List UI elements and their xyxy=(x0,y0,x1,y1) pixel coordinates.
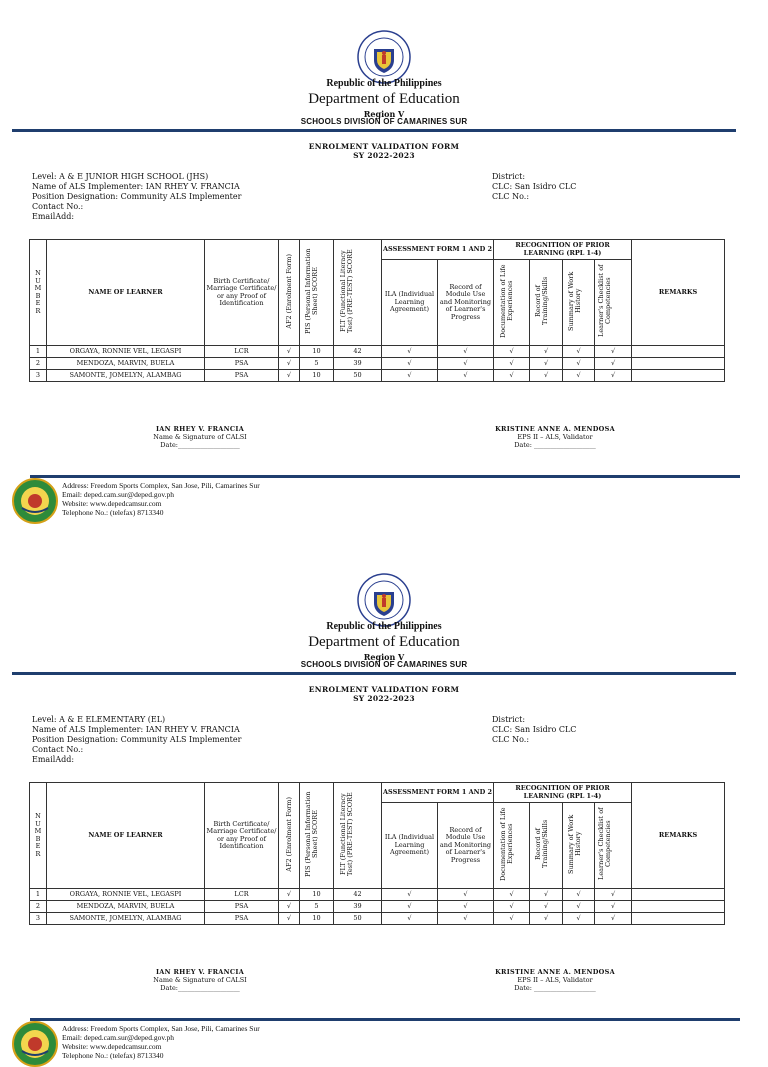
birth-cert-header: Birth Certificate/ Marriage Certificate/ or any Proof of Identification xyxy=(205,783,279,889)
validator-date: Date: ___________________ xyxy=(514,984,596,992)
footer-rule xyxy=(30,475,740,478)
cell-remarks xyxy=(632,358,725,370)
remarks-header: REMARKS xyxy=(632,240,725,346)
cell-rpl2: √ xyxy=(530,358,563,370)
clc-number-line: CLC No.: xyxy=(492,735,530,744)
flt-header xyxy=(334,240,382,346)
checklist-header-text: Learner's Checklist of Competencies xyxy=(597,264,613,338)
republic-line: Republic of the Philippines xyxy=(326,621,442,632)
name-header: NAME OF LEARNER xyxy=(47,783,205,889)
footer-telephone: Telephone No.: (telefax) 8713340 xyxy=(62,1051,164,1060)
pis-header-text: PIS (Personal Information Sheet) SCORE xyxy=(303,248,319,334)
cell-module: √ xyxy=(438,913,494,925)
cell-flt: 50 xyxy=(334,913,382,925)
cell-af2: √ xyxy=(279,358,300,370)
cell-flt: 50 xyxy=(334,370,382,382)
cell-pis: 10 xyxy=(300,370,334,382)
cell-af2: √ xyxy=(279,901,300,913)
region-line: Region V xyxy=(363,652,405,662)
cell-ila: √ xyxy=(382,901,438,913)
cell-name: MENDOZA, MARVIN, BUELA xyxy=(47,901,205,913)
learner-info-left xyxy=(32,172,241,222)
footer-rule xyxy=(30,1018,740,1021)
form-title-text: ENROLMENT VALIDATION FORM xyxy=(308,685,460,694)
cell-num: 1 xyxy=(30,346,47,358)
cell-ila: √ xyxy=(382,346,438,358)
cell-rpl2: √ xyxy=(530,901,563,913)
email-line: EmailAdd: xyxy=(32,212,75,221)
cell-rpl4: √ xyxy=(595,358,632,370)
footer-email[interactable]: Email: deped.cam.sur@deped.gov.ph xyxy=(62,490,175,499)
cell-ila: √ xyxy=(382,358,438,370)
cell-flt: 42 xyxy=(334,346,382,358)
header-rule xyxy=(12,129,736,132)
department-title: Department of Education xyxy=(308,634,460,650)
cell-doc: PSA xyxy=(205,901,279,913)
cell-module: √ xyxy=(438,370,494,382)
footer-contact xyxy=(62,481,260,517)
cell-rpl3: √ xyxy=(563,346,595,358)
training-header-text: Record of Training/Skills xyxy=(534,820,550,869)
cell-num: 3 xyxy=(30,370,47,382)
cell-rpl1: √ xyxy=(494,901,530,913)
school-year: SY 2022-2023 xyxy=(353,694,415,703)
cell-doc: PSA xyxy=(205,358,279,370)
cell-name: SAMONTE, JOMELYN, ALAMBAG xyxy=(47,370,205,382)
validator-signature xyxy=(480,425,630,449)
cell-doc: LCR xyxy=(205,889,279,901)
work-history-header xyxy=(563,260,595,346)
cell-rpl4: √ xyxy=(595,889,632,901)
table-row xyxy=(30,346,725,358)
af2-header-text: AF2 (Enrolment Form) xyxy=(284,253,293,329)
doc-life-header-text: Documentation of Life Experiences xyxy=(498,264,514,339)
work-history-header-text: Summary of Work History xyxy=(566,271,582,331)
cell-module: √ xyxy=(438,889,494,901)
validation-table xyxy=(29,782,725,925)
cell-rpl1: √ xyxy=(494,346,530,358)
position-line: Position Designation: Community ALS Implementer xyxy=(32,192,242,201)
division-line: SCHOOLS DIVISION OF CAMARINES SUR xyxy=(300,117,468,126)
cell-name: MENDOZA, MARVIN, BUELA xyxy=(47,358,205,370)
doc-life-header-text: Documentation of Life Experiences xyxy=(498,807,514,882)
cell-rpl1: √ xyxy=(494,370,530,382)
cell-rpl4: √ xyxy=(595,901,632,913)
school-year: SY 2022-2023 xyxy=(353,151,415,160)
training-header xyxy=(530,803,563,889)
footer-telephone: Telephone No.: (telefax) 8713340 xyxy=(62,508,164,517)
form-page xyxy=(0,543,768,1060)
checklist-header xyxy=(595,803,632,889)
doc-life-header xyxy=(494,803,530,889)
cell-rpl3: √ xyxy=(563,370,595,382)
footer-website[interactable]: Website: www.depedcamsur.com xyxy=(62,499,162,508)
cell-name: SAMONTE, JOMELYN, ALAMBAG xyxy=(47,913,205,925)
cell-af2: √ xyxy=(279,889,300,901)
implementer-signature xyxy=(130,968,270,992)
footer-contact xyxy=(62,1024,260,1060)
training-header xyxy=(530,260,563,346)
cell-remarks xyxy=(632,889,725,901)
clc-number-line: CLC No.: xyxy=(492,192,530,201)
republic-line: Republic of the Philippines xyxy=(326,78,442,89)
cell-doc: PSA xyxy=(205,913,279,925)
learner-info-left xyxy=(32,715,241,765)
cell-pis: 10 xyxy=(300,346,334,358)
division-line: SCHOOLS DIVISION OF CAMARINES SUR xyxy=(300,660,468,669)
implementer-date: Date:___________________ xyxy=(160,984,240,992)
cell-ila: √ xyxy=(382,889,438,901)
cell-pis: 5 xyxy=(300,358,334,370)
form-title xyxy=(0,685,768,703)
level-line: Level: A & E ELEMENTARY (EL) xyxy=(32,715,166,724)
rpl-header: RECOGNITION OF PRIOR LEARNING (RPL 1-4) xyxy=(494,240,632,260)
training-header-text: Record of Training/Skills xyxy=(534,277,550,326)
doc-life-header xyxy=(494,260,530,346)
number-header xyxy=(30,783,47,889)
cell-ila: √ xyxy=(382,370,438,382)
work-history-header xyxy=(563,803,595,889)
implementer-name: IAN RHEY V. FRANCIA xyxy=(155,968,245,976)
cell-rpl4: √ xyxy=(595,346,632,358)
rpl-header: RECOGNITION OF PRIOR LEARNING (RPL 1-4) xyxy=(494,783,632,803)
assessment-header: ASSESSMENT FORM 1 AND 2 xyxy=(382,783,494,803)
division-logo-icon xyxy=(12,478,58,524)
pis-header xyxy=(300,783,334,889)
cell-rpl3: √ xyxy=(563,358,595,370)
validator-name: KRISTINE ANNE A. MENDOSA xyxy=(495,425,615,433)
af2-header xyxy=(279,240,300,346)
footer-email[interactable]: Email: deped.cam.sur@deped.gov.ph xyxy=(62,1033,175,1042)
cell-rpl4: √ xyxy=(595,913,632,925)
cell-pis: 5 xyxy=(300,901,334,913)
validator-title: EPS II – ALS, Validator xyxy=(517,976,593,984)
cell-rpl1: √ xyxy=(494,358,530,370)
cell-af2: √ xyxy=(279,370,300,382)
cell-pis: 10 xyxy=(300,889,334,901)
remarks-header: REMARKS xyxy=(632,783,725,889)
cell-num: 2 xyxy=(30,901,47,913)
flt-header-text: FLT (Functional Literacy Test) (PRE-TEST) SCORE xyxy=(338,249,354,334)
cell-rpl2: √ xyxy=(530,889,563,901)
learner-info-right xyxy=(492,715,576,745)
cell-doc: LCR xyxy=(205,346,279,358)
cell-doc: PSA xyxy=(205,370,279,382)
table-row xyxy=(30,913,725,925)
implementer-signature xyxy=(130,425,270,449)
table-row xyxy=(30,889,725,901)
deped-seal-icon xyxy=(357,30,411,84)
position-line: Position Designation: Community ALS Implementer xyxy=(32,735,242,744)
cell-remarks xyxy=(632,901,725,913)
cell-num: 2 xyxy=(30,358,47,370)
division-logo-icon xyxy=(12,1021,58,1067)
cell-module: √ xyxy=(438,358,494,370)
validator-signature xyxy=(480,968,630,992)
department-title: Department of Education xyxy=(308,91,460,107)
assessment-header: ASSESSMENT FORM 1 AND 2 xyxy=(382,240,494,260)
cell-af2: √ xyxy=(279,346,300,358)
flt-header xyxy=(334,783,382,889)
table-row xyxy=(30,370,725,382)
birth-cert-header: Birth Certificate/ Marriage Certificate/ or any Proof of Identification xyxy=(205,240,279,346)
email-line: EmailAdd: xyxy=(32,755,75,764)
cell-ila: √ xyxy=(382,913,438,925)
cell-module: √ xyxy=(438,901,494,913)
cell-pis: 10 xyxy=(300,913,334,925)
implementer-line: Name of ALS Implementer: IAN RHEY V. FRANCIA xyxy=(32,182,240,191)
district-line: District: xyxy=(492,172,526,181)
number-letters: N U M B E R xyxy=(34,812,42,858)
cell-remarks xyxy=(632,370,725,382)
cell-module: √ xyxy=(438,346,494,358)
table-row xyxy=(30,358,725,370)
pis-header xyxy=(300,240,334,346)
footer-address: Address: Freedom Sports Complex, San Jose, Pili, Camarines Sur xyxy=(62,481,260,490)
level-line: Level: A & E JUNIOR HIGH SCHOOL (JHS) xyxy=(32,172,209,181)
cell-name: ORGAYA, RONNIE VEL, LEGASPI xyxy=(47,346,205,358)
form-title-text: ENROLMENT VALIDATION FORM xyxy=(308,142,460,151)
validation-table xyxy=(29,239,725,382)
validator-title: EPS II – ALS, Validator xyxy=(517,433,593,441)
clc-line: CLC: San Isidro CLC xyxy=(492,182,577,191)
number-header xyxy=(30,240,47,346)
cell-rpl1: √ xyxy=(494,913,530,925)
cell-rpl3: √ xyxy=(563,901,595,913)
cell-flt: 39 xyxy=(334,358,382,370)
validator-date: Date: ___________________ xyxy=(514,441,596,449)
implementer-date: Date:___________________ xyxy=(160,441,240,449)
work-history-header-text: Summary of Work History xyxy=(566,814,582,874)
cell-num: 3 xyxy=(30,913,47,925)
module-header: Record of Module Use and Monitoring of Learner's Progress xyxy=(438,260,494,346)
cell-rpl4: √ xyxy=(595,370,632,382)
implementer-line: Name of ALS Implementer: IAN RHEY V. FRANCIA xyxy=(32,725,240,734)
pis-header-text: PIS (Personal Information Sheet) SCORE xyxy=(303,791,319,877)
implementer-name: IAN RHEY V. FRANCIA xyxy=(155,425,245,433)
header-rule xyxy=(12,672,736,675)
validator-name: KRISTINE ANNE A. MENDOSA xyxy=(495,968,615,976)
module-header: Record of Module Use and Monitoring of Learner's Progress xyxy=(438,803,494,889)
af2-header-text: AF2 (Enrolment Form) xyxy=(284,796,293,872)
ila-header: ILA (Individual Learning Agreement) xyxy=(382,803,438,889)
cell-rpl2: √ xyxy=(530,346,563,358)
implementer-title: Name & Signature of CALSI xyxy=(153,433,247,441)
table-row xyxy=(30,901,725,913)
district-line: District: xyxy=(492,715,526,724)
ila-header: ILA (Individual Learning Agreement) xyxy=(382,260,438,346)
cell-af2: √ xyxy=(279,913,300,925)
deped-seal-icon xyxy=(357,573,411,627)
learner-info-right xyxy=(492,172,576,202)
cell-name: ORGAYA, RONNIE VEL, LEGASPI xyxy=(47,889,205,901)
footer-website[interactable]: Website: www.depedcamsur.com xyxy=(62,1042,162,1051)
region-line: Region V xyxy=(363,109,405,119)
cell-rpl2: √ xyxy=(530,370,563,382)
footer-address: Address: Freedom Sports Complex, San Jose, Pili, Camarines Sur xyxy=(62,1024,260,1033)
cell-remarks xyxy=(632,346,725,358)
cell-rpl3: √ xyxy=(563,913,595,925)
flt-header-text: FLT (Functional Literacy Test) (PRE-TEST) SCORE xyxy=(338,792,354,877)
cell-rpl3: √ xyxy=(563,889,595,901)
form-title xyxy=(0,142,768,160)
cell-rpl2: √ xyxy=(530,913,563,925)
checklist-header-text: Learner's Checklist of Competencies xyxy=(597,807,613,881)
af2-header xyxy=(279,783,300,889)
number-letters: N U M B E R xyxy=(34,269,42,315)
contact-line: Contact No.: xyxy=(32,745,84,754)
name-header: NAME OF LEARNER xyxy=(47,240,205,346)
implementer-title: Name & Signature of CALSI xyxy=(153,976,247,984)
contact-line: Contact No.: xyxy=(32,202,84,211)
checklist-header xyxy=(595,260,632,346)
clc-line: CLC: San Isidro CLC xyxy=(492,725,577,734)
cell-num: 1 xyxy=(30,889,47,901)
cell-remarks xyxy=(632,913,725,925)
cell-flt: 39 xyxy=(334,901,382,913)
cell-flt: 42 xyxy=(334,889,382,901)
cell-rpl1: √ xyxy=(494,889,530,901)
